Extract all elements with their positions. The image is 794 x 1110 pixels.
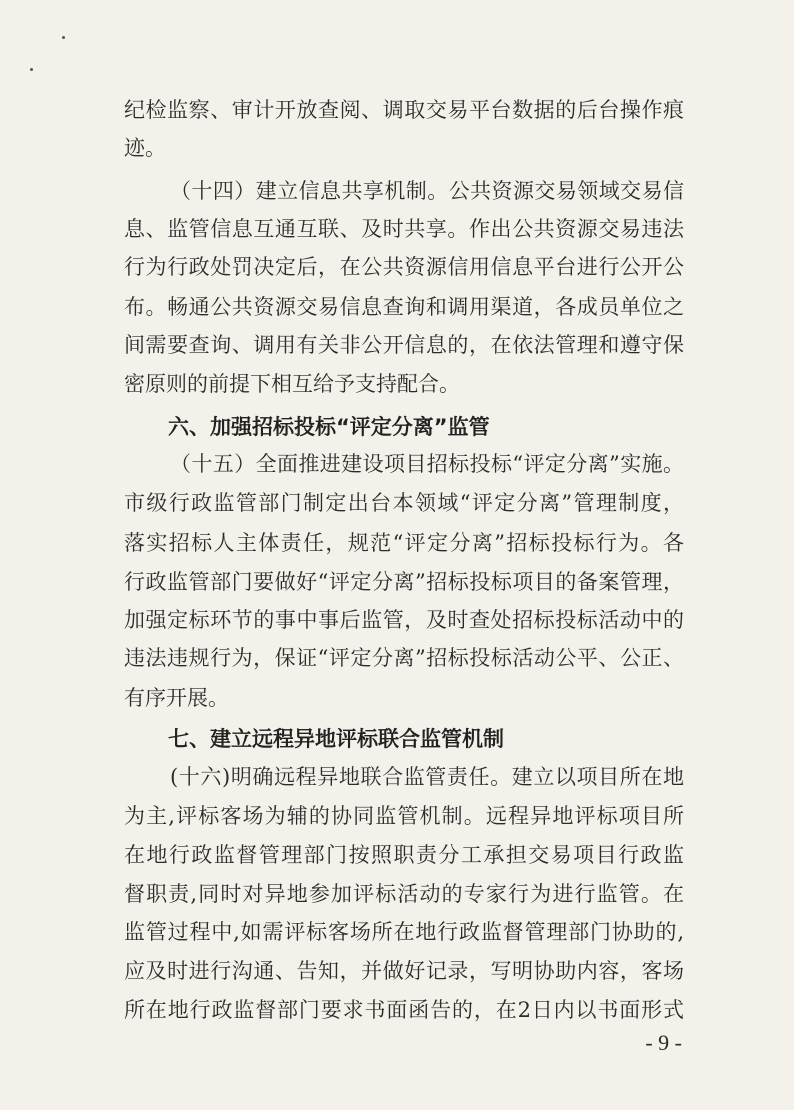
body-line: 纪检监察、审计开放查阅、调取交易平台数据的后台操作痕 [124,98,684,122]
body-line: 应及时进行沟通、告知，并做好记录，写明协助内容，客场 [124,959,684,983]
body-line: 为主,评标客场为辅的协同监管机制。远程异地评标项目所 [124,804,684,828]
body-line: 监管过程中,如需评标客场所在地行政监督管理部门协助的, [124,920,684,944]
body-line: 加强定标环节的事中事后监管，及时查处招标投标活动中的 [124,608,684,632]
body-line: 间需要查询、调用有关非公开信息的，在依法管理和遵守保 [124,333,684,357]
page-number: - 9 - [645,1030,682,1055]
body-line: 所在地行政监督部门要求书面函告的，在2日内以书面形式 [124,998,684,1022]
body-line: 行为行政处罚决定后，在公共资源信用信息平台进行公开公 [124,255,684,279]
body-line: 行政监管部门要做好“评定分离”招标投标项目的备案管理， [124,570,684,594]
body-line: (十六)明确远程异地联合监管责任。建立以项目所在地 [170,765,684,789]
body-line: （十五）全面推进建设项目招标投标“评定分离”实施。 [170,452,684,476]
section-heading: 七、建立远程异地评标联合监管机制 [168,727,504,751]
body-line: （十四）建立信息共享机制。公共资源交易领域交易信 [170,179,684,203]
body-line: 迹。 [124,136,166,160]
body-line: 布。畅通公共资源交易信息查询和调用渠道，各成员单位之 [124,295,684,319]
body-line: 有序开展。 [124,686,229,710]
scan-speck [30,68,33,71]
body-line: 落实招标人主体责任，规范“评定分离”招标投标行为。各 [124,531,684,555]
body-line: 在地行政监督管理部门按照职责分工承担交易项目行政监 [124,843,684,867]
body-line: 督职责,同时对异地参加评标活动的专家行为进行监管。在 [124,882,684,906]
scan-speck [62,36,65,39]
body-line: 违法违规行为，保证“评定分离”招标投标活动公平、公正、 [124,646,684,670]
body-line: 息、监管信息互通互联、及时共享。作出公共资源交易违法 [124,217,684,241]
section-heading: 六、加强招标投标“评定分离”监管 [168,415,490,439]
body-line: 密原则的前提下相互给予支持配合。 [124,372,460,396]
body-line: 市级行政监管部门制定出台本领域“评定分离”管理制度， [124,491,684,515]
